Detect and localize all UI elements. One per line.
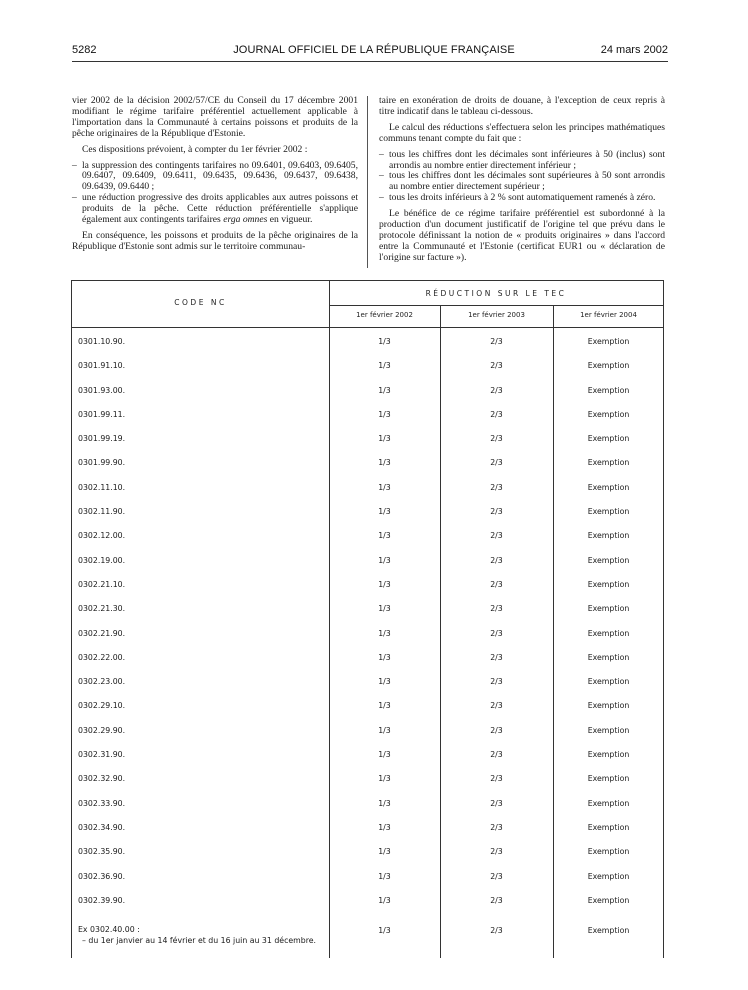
- reduction-2002-cell: 1/3: [378, 847, 391, 857]
- table-row: [72, 863, 663, 887]
- reduction-2004-cell: Exemption: [587, 507, 630, 517]
- issue-date: 24 mars 2002: [600, 44, 668, 56]
- reduction-2002-cell: 1/3: [378, 531, 391, 541]
- reduction-2004-cell: Exemption: [587, 409, 630, 419]
- reduction-2003-cell: 2/3: [490, 385, 503, 395]
- reduction-2004-cell: Exemption: [587, 701, 630, 711]
- code-cell: 0302.31.90.: [78, 750, 126, 760]
- reduction-2002-cell: 1/3: [378, 774, 391, 784]
- left-column: [72, 96, 358, 258]
- reduction-2003-cell: 2/3: [490, 604, 503, 614]
- reduction-2003-cell: 2/3: [490, 628, 503, 638]
- reduction-2003-cell: 2/3: [490, 847, 503, 857]
- reduction-2002-cell: 1/3: [378, 725, 391, 735]
- code-cell: 0302.22.00.: [78, 652, 126, 662]
- reduction-2003-cell: 2/3: [490, 926, 503, 935]
- code-cell: 0302.21.30.: [78, 604, 126, 614]
- code-cell: 0301.93.00.: [78, 385, 126, 395]
- code-cell: 0302.23.00.: [78, 677, 126, 687]
- tariff-table: [71, 280, 664, 958]
- table-row: [72, 571, 663, 595]
- table-body: [72, 328, 663, 911]
- reduction-2002-cell: 1/3: [378, 482, 391, 492]
- reduction-2003-cell: 2/3: [490, 750, 503, 760]
- reduction-2003-cell: 2/3: [490, 337, 503, 346]
- reduction-2003-cell: 2/3: [490, 458, 503, 468]
- reduction-2002-cell: 1/3: [378, 750, 391, 760]
- table-row: [72, 401, 663, 425]
- table-row: [72, 814, 663, 838]
- table-row: [72, 498, 663, 522]
- table-row: [72, 328, 663, 352]
- table-row: [72, 741, 663, 765]
- code-cell: 0302.35.90.: [78, 847, 126, 857]
- reduction-2004-cell: Exemption: [587, 677, 630, 687]
- reduction-2003-cell: 2/3: [490, 701, 503, 711]
- code-cell-main: Ex 0302.40.00 :: [78, 925, 140, 934]
- left-bullet-2: [72, 193, 358, 226]
- journal-title: JOURNAL OFFICIEL DE LA RÉPUBLIQUE FRANÇAISE: [233, 44, 515, 56]
- right-bullet-2: – tous les chiffres dont les décimales sont supérieures à 50 sont arrondis au nombre entier directement supérieur ;: [379, 171, 665, 193]
- code-cell: 0301.99.19.: [78, 434, 126, 444]
- reduction-2003-cell: 2/3: [490, 482, 503, 492]
- code-cell: 0302.33.90.: [78, 798, 126, 808]
- table-row: [72, 425, 663, 449]
- table-row: [72, 790, 663, 814]
- code-cell: 0301.99.90.: [78, 458, 126, 468]
- reduction-2002-cell: 1/3: [378, 628, 391, 638]
- reduction-2004-cell: Exemption: [587, 337, 630, 346]
- reduction-2004-cell: Exemption: [587, 434, 630, 444]
- reduction-group-header: RÉDUCTION SUR LE TEC: [425, 289, 567, 298]
- code-cell: 0302.21.90.: [78, 628, 126, 638]
- reduction-2004-cell: Exemption: [587, 579, 630, 589]
- reduction-2002-cell: 1/3: [378, 555, 391, 565]
- reduction-2003-cell: 2/3: [490, 871, 503, 881]
- reduction-2004-cell: Exemption: [587, 604, 630, 614]
- reduction-2004-cell: Exemption: [587, 531, 630, 541]
- right-paragraph-1: taire en exonération de droits de douane, à l'exception de ceux repris à titre indicatif dans le tableau ci-dessous.: [379, 95, 665, 117]
- code-cell: 0301.99.11.: [78, 409, 126, 419]
- code-cell: 0301.10.90.: [78, 337, 126, 346]
- table-row: [72, 620, 663, 644]
- reduction-2003-cell: 2/3: [490, 774, 503, 784]
- reduction-2003-cell: 2/3: [490, 361, 503, 371]
- reduction-2002-cell: 1/3: [378, 677, 391, 687]
- page-number: 5282: [72, 44, 97, 56]
- code-cell: 0302.11.10.: [78, 482, 126, 492]
- reduction-2004-cell: Exemption: [587, 652, 630, 662]
- reduction-2004-cell: Exemption: [587, 725, 630, 735]
- reduction-2004-cell: Exemption: [587, 798, 630, 808]
- reduction-2003-cell: 2/3: [490, 652, 503, 662]
- table-row: [72, 668, 663, 692]
- reduction-2002-cell: 1/3: [378, 822, 391, 832]
- reduction-2003-cell: 2/3: [490, 531, 503, 541]
- left-bullet-list: [72, 161, 358, 226]
- reduction-2002-cell: 1/3: [378, 337, 391, 346]
- table-row: [72, 547, 663, 571]
- code-cell: 0302.21.10.: [78, 579, 126, 589]
- reduction-2003-cell: 2/3: [490, 507, 503, 517]
- table-header-rule: [329, 305, 663, 306]
- reduction-2003-cell: 2/3: [490, 555, 503, 565]
- code-cell: 0302.11.90.: [78, 507, 126, 517]
- reduction-2004-cell: Exemption: [587, 628, 630, 638]
- left-bullet-2-text-a: une réduction progressive des droits applicables aux autres poissons et produits de la pêche. Cette réduction préférentielle s'applique également aux contingents tarifaires: [82, 192, 358, 226]
- reduction-2004-cell: Exemption: [587, 361, 630, 371]
- reduction-2003-cell: 2/3: [490, 895, 503, 905]
- date-column-header-2002: 1er février 2002: [356, 311, 413, 319]
- table-row: [72, 474, 663, 498]
- reduction-2003-cell: 2/3: [490, 677, 503, 687]
- right-bullet-3: – tous les droits inférieurs à 2 % sont automatiquement ramenés à zéro.: [379, 193, 665, 204]
- reduction-2004-cell: Exemption: [587, 555, 630, 565]
- reduction-2002-cell: 1/3: [378, 409, 391, 419]
- reduction-2004-cell: Exemption: [587, 926, 630, 935]
- code-column-header: CODE NC: [174, 298, 227, 307]
- left-paragraph-2: Ces dispositions prévoient, à compter du 1er février 2002 :: [82, 143, 308, 155]
- right-column: [379, 96, 665, 269]
- reduction-2004-cell: Exemption: [587, 385, 630, 395]
- table-row: [72, 449, 663, 473]
- table-row: [72, 352, 663, 376]
- right-bullet-1: – tous les chiffres dont les décimales sont inférieures à 50 (inclus) sont arrondis au nombre entier directement inférieur ;: [379, 150, 665, 172]
- reduction-2002-cell: 1/3: [378, 458, 391, 468]
- reduction-2002-cell: 1/3: [378, 701, 391, 711]
- code-cell-period: – du 1er janvier au 14 février et du 16 juin au 31 décembre.: [82, 936, 317, 945]
- left-paragraph-1: vier 2002 de la décision 2002/57/CE du Conseil du 17 décembre 2001 modifiant le régime tarifaire préférentiel actuellement applicable à l'importation dans la Communauté à certains poissons et produits de la pêche originaires de la République d'Estonie.: [72, 95, 358, 139]
- left-bullet-2-text-b: en vigueur.: [267, 214, 313, 226]
- reduction-2003-cell: 2/3: [490, 798, 503, 808]
- reduction-2003-cell: 2/3: [490, 822, 503, 832]
- table-row: [72, 765, 663, 789]
- reduction-2002-cell: 1/3: [378, 579, 391, 589]
- code-cell: 0302.39.90.: [78, 895, 126, 905]
- reduction-2002-cell: 1/3: [378, 798, 391, 808]
- table-row: [72, 644, 663, 668]
- reduction-2004-cell: Exemption: [587, 750, 630, 760]
- left-bullet-2-emphasis: erga omnes: [223, 214, 268, 226]
- reduction-2002-cell: 1/3: [378, 604, 391, 614]
- reduction-2003-cell: 2/3: [490, 434, 503, 444]
- table-row-last: [72, 918, 663, 958]
- code-cell: 0302.12.00.: [78, 531, 126, 541]
- left-bullet-1: – la suppression des contingents tarifaires no 09.6401, 09.6403, 09.6405, 09.6407, 09.6409, 09.6411, 09.6435, 09.6436, 09.6437, 09.6438, 09.6439, 09.6440 ;: [72, 161, 358, 194]
- code-cell: 0302.36.90.: [78, 871, 126, 881]
- reduction-2003-cell: 2/3: [490, 725, 503, 735]
- code-cell: [78, 924, 316, 946]
- code-cell: 0302.29.90.: [78, 725, 126, 735]
- reduction-2002-cell: 1/3: [378, 361, 391, 371]
- reduction-2003-cell: 2/3: [490, 579, 503, 589]
- code-cell: 0301.91.10.: [78, 361, 126, 371]
- reduction-2002-cell: 1/3: [378, 385, 391, 395]
- table-row: [72, 595, 663, 619]
- reduction-2004-cell: Exemption: [587, 482, 630, 492]
- date-column-header-2003: 1er février 2003: [468, 311, 525, 319]
- reduction-2004-cell: Exemption: [587, 774, 630, 784]
- reduction-2002-cell: 1/3: [378, 652, 391, 662]
- code-cell: 0302.29.10.: [78, 701, 126, 711]
- reduction-2003-cell: 2/3: [490, 409, 503, 419]
- date-column-header-2004: 1er février 2004: [580, 311, 637, 319]
- reduction-2002-cell: 1/3: [378, 926, 391, 935]
- right-paragraph-3: Le bénéfice de ce régime tarifaire préférentiel est subordonné à la production d'un document justificatif de l'origine tel que prévu dans le protocole définissant la notion de « produits originaires » dans l'accord entre la Communauté et l'Estonie (certificat EUR1 ou « déclaration de l'origine sur facture »).: [379, 208, 665, 263]
- code-cell: 0302.32.90.: [78, 774, 126, 784]
- reduction-2004-cell: Exemption: [587, 895, 630, 905]
- table-row: [72, 377, 663, 401]
- table-row: [72, 887, 663, 911]
- table-row: [72, 717, 663, 741]
- table-row: [72, 692, 663, 716]
- reduction-2004-cell: Exemption: [587, 822, 630, 832]
- header-rule: [72, 61, 668, 62]
- table-row: [72, 522, 663, 546]
- reduction-2002-cell: 1/3: [378, 871, 391, 881]
- reduction-2004-cell: Exemption: [587, 847, 630, 857]
- reduction-2002-cell: 1/3: [378, 434, 391, 444]
- right-paragraph-2: Le calcul des réductions s'effectuera selon les principes mathématiques communs tenant compte du fait que :: [379, 121, 665, 144]
- reduction-2004-cell: Exemption: [587, 458, 630, 468]
- left-paragraph-3: En conséquence, les poissons et produits de la pêche originaires de la République d'Estonie sont admis sur le territoire communau-: [72, 229, 358, 252]
- code-cell: 0302.34.90.: [78, 822, 126, 832]
- table-row: [72, 838, 663, 862]
- reduction-2002-cell: 1/3: [378, 507, 391, 517]
- code-cell: 0302.19.00.: [78, 555, 126, 565]
- reduction-2004-cell: Exemption: [587, 871, 630, 881]
- column-divider: [367, 96, 368, 268]
- reduction-2002-cell: 1/3: [378, 895, 391, 905]
- right-bullet-list: [379, 150, 665, 205]
